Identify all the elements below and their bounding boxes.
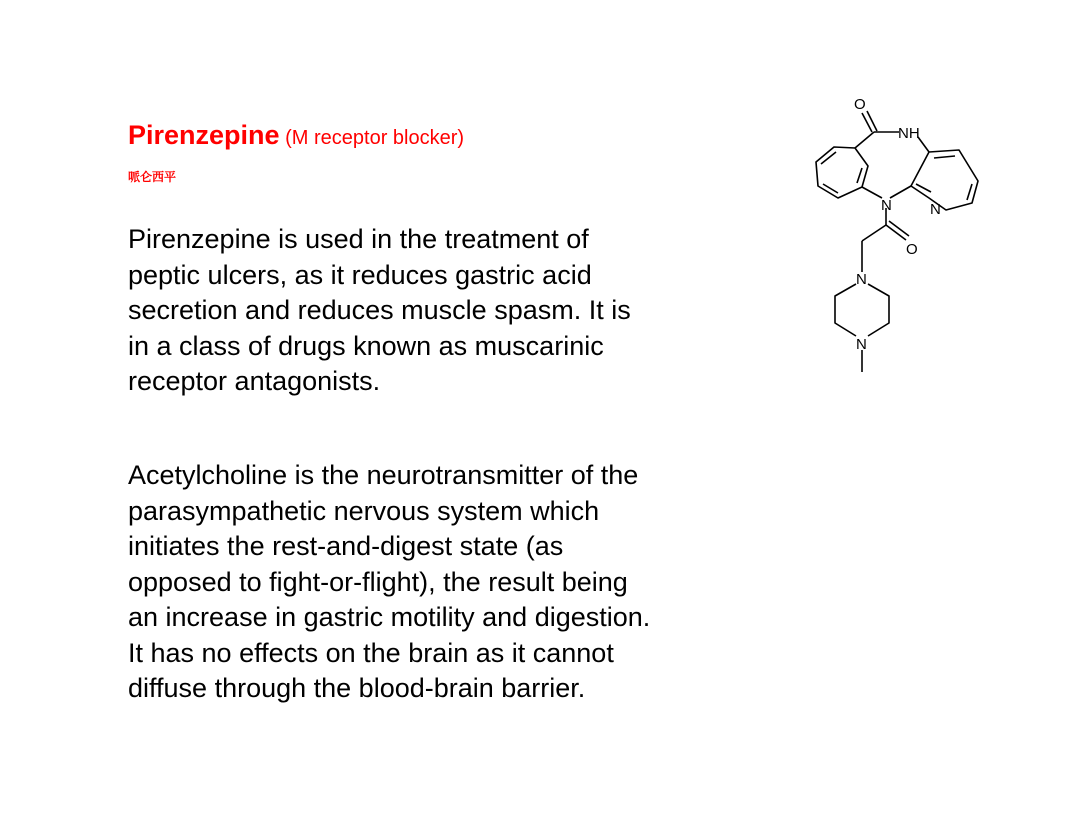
paragraph-line: in a class of drugs known as muscarinic — [128, 330, 604, 361]
pyridine-inner-bond — [934, 156, 955, 158]
atom-label-n: N — [856, 271, 867, 288]
chinese-drug-name: 哌仑西平 — [128, 170, 177, 184]
atom-label-o: O — [854, 96, 866, 113]
paragraph-line: an increase in gastric motility and digestion. — [128, 602, 651, 632]
paragraph-line: Acetylcholine is the neurotransmitter of the — [128, 460, 639, 490]
title-drug-name: Pirenzepine — [128, 120, 280, 150]
paragraph-line: opposed to fight-or-flight), the result being — [128, 566, 628, 597]
atom-label-n: N — [856, 336, 867, 353]
paragraph-line: receptor antagonists. — [128, 366, 381, 396]
paragraph-line: diffuse through the blood-brain barrier. — [128, 673, 586, 703]
bond — [862, 187, 882, 198]
benzene-inner-bond — [823, 184, 838, 193]
piperazine-ring — [868, 284, 889, 336]
bond — [890, 186, 911, 198]
pyridine-ring — [911, 150, 978, 210]
title-subtitle: (M receptor blocker) — [279, 127, 465, 149]
bond — [862, 113, 872, 132]
atom-label-o: O — [906, 241, 918, 258]
benzene-inner-bond — [821, 152, 836, 164]
paragraph-line: initiates the rest-and-digest state (as — [128, 531, 564, 561]
paragraph-acetylcholine — [128, 458, 808, 707]
bond — [862, 225, 886, 241]
piperazine-ring — [835, 284, 856, 336]
bond — [867, 111, 877, 131]
paragraph-line: secretion and reduces muscle spasm. It is — [128, 295, 631, 325]
paragraph-line: Pirenzepine is used in the treatment of — [128, 224, 589, 254]
atom-label-n: N — [930, 201, 941, 218]
benzene-inner-bond — [857, 168, 862, 183]
paragraph-line: peptic ulcers, as it reduces gastric acid — [128, 259, 592, 290]
bond — [886, 225, 906, 240]
paragraph-line: It has no effects on the brain as it cannot — [128, 637, 614, 668]
atom-label-n: N — [881, 197, 892, 214]
bond — [889, 221, 909, 236]
pirenzepine-structure-diagram — [790, 90, 990, 380]
paragraph-usage — [128, 222, 808, 400]
slide-title — [128, 120, 464, 151]
bond — [855, 132, 874, 148]
pyridine-inner-bond — [967, 184, 972, 200]
atom-label-nh: NH — [898, 125, 920, 142]
paragraph-line: parasympathetic nervous system which — [128, 495, 600, 526]
